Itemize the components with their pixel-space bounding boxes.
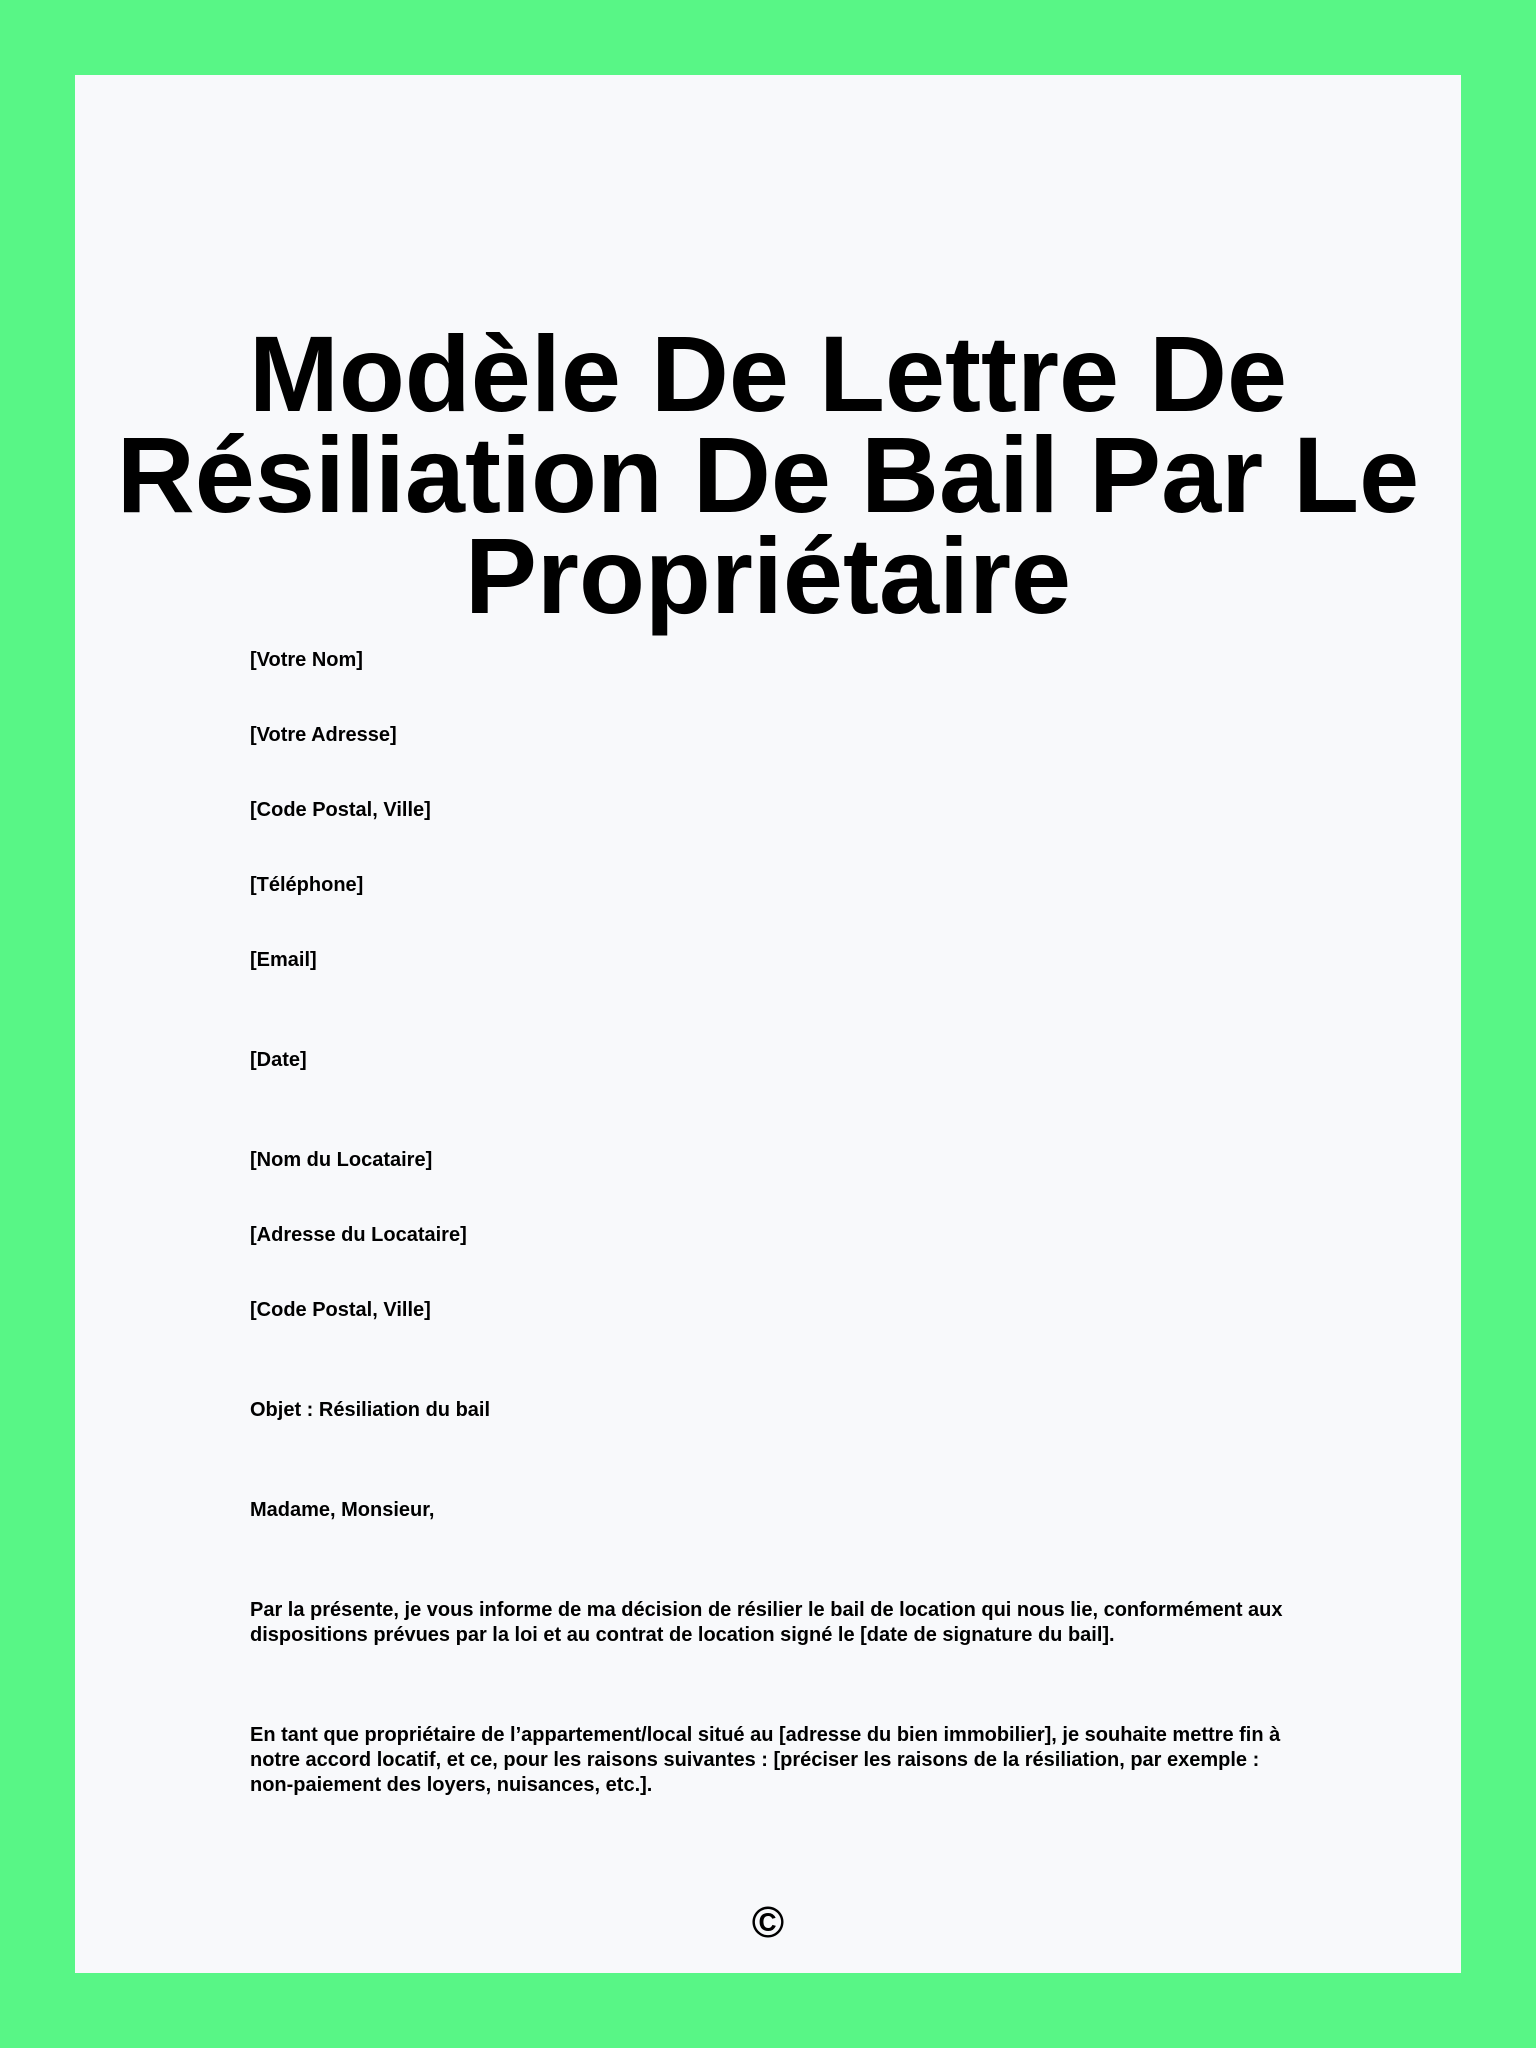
recipient-name: [Nom du Locataire] <box>250 1149 433 1171</box>
letter-page <box>75 75 1461 1973</box>
recipient-postal-city: [Code Postal, Ville] <box>250 1299 431 1321</box>
sender-phone: [Téléphone] <box>250 874 364 896</box>
copyright-icon: © <box>751 1898 785 1947</box>
sender-postal-city: [Code Postal, Ville] <box>250 799 431 821</box>
sender-name: [Votre Nom] <box>250 649 363 671</box>
body-paragraph: En tant que propriétaire de l’appartement/local situé au [adresse du bien immobilier], je souhaite mettre fin à notre accord locatif, et ce, pour les raisons suivantes : [préciser les raisons de la résiliation, par exemple : non-paiement des loyers, nuisances, etc.]. <box>250 1724 1281 1796</box>
body-paragraph: Par la présente, je vous informe de ma décision de résilier le bail de location qui nous lie, conformément aux dispositions prévues par la loi et au contrat de location signé le [date de signature du bail]. <box>250 1599 1283 1646</box>
sender-address: [Votre Adresse] <box>250 724 397 746</box>
letter-date: [Date] <box>250 1049 307 1071</box>
recipient-address: [Adresse du Locataire] <box>250 1224 467 1246</box>
page-title: Modèle De Lettre De Résiliation De Bail Par Le Propriétaire <box>116 313 1420 636</box>
letter-salutation: Madame, Monsieur, <box>250 1499 435 1521</box>
letter-subject: Objet : Résiliation du bail <box>250 1399 491 1421</box>
sender-email: [Email] <box>250 949 317 971</box>
